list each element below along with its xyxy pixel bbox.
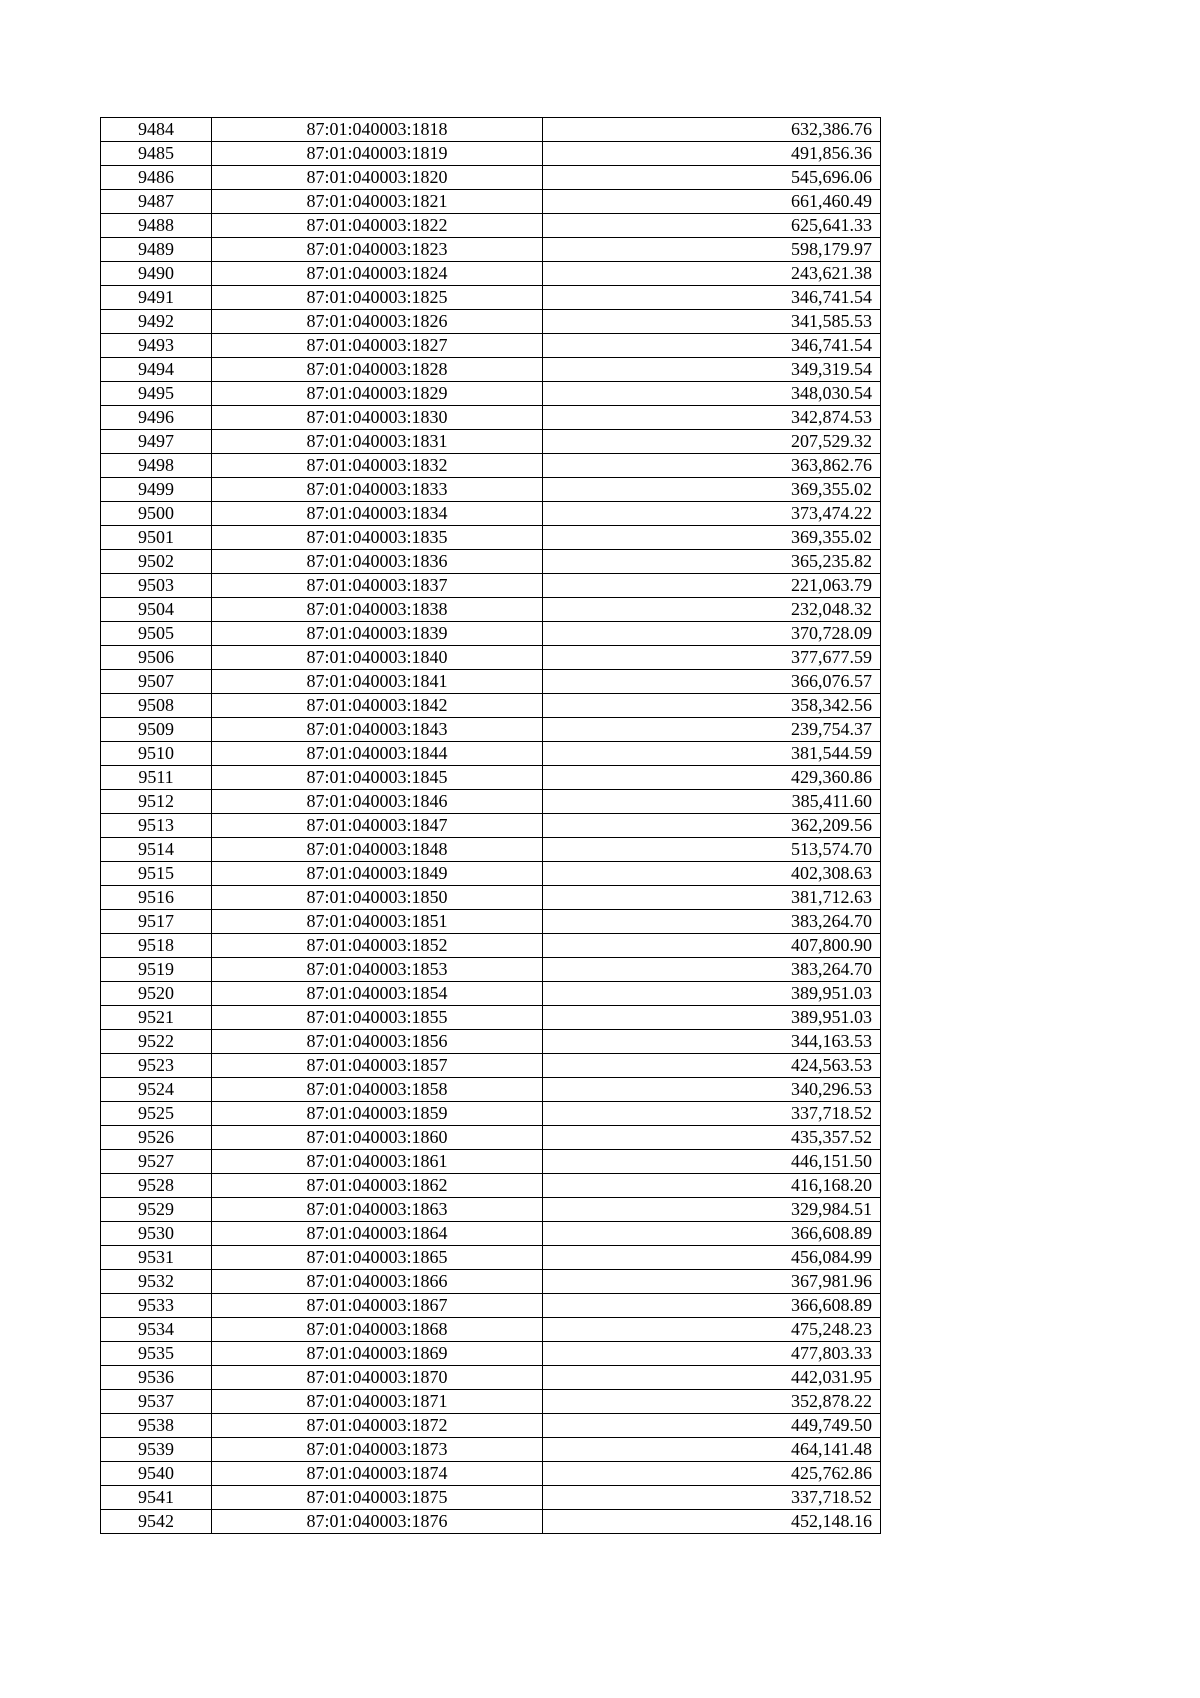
- cadastral-value-cell: 383,264.70: [543, 958, 881, 982]
- cadastral-value-cell: 352,878.22: [543, 1390, 881, 1414]
- cadastral-value-cell: 369,355.02: [543, 526, 881, 550]
- cadastral-number-cell: 87:01:040003:1831: [212, 430, 543, 454]
- row-number-cell: 9526: [101, 1126, 212, 1150]
- cadastral-number-cell: 87:01:040003:1830: [212, 406, 543, 430]
- cadastral-number-cell: 87:01:040003:1849: [212, 862, 543, 886]
- table-row: [101, 1030, 881, 1054]
- row-number-cell: 9504: [101, 598, 212, 622]
- cadastral-value-cell: 207,529.32: [543, 430, 881, 454]
- table-row: [101, 142, 881, 166]
- cadastral-value-cell: 239,754.37: [543, 718, 881, 742]
- table-row: [101, 982, 881, 1006]
- cadastral-number-cell: 87:01:040003:1869: [212, 1342, 543, 1366]
- row-number-cell: 9492: [101, 310, 212, 334]
- row-number-cell: 9485: [101, 142, 212, 166]
- row-number-cell: 9533: [101, 1294, 212, 1318]
- cadastral-number-cell: 87:01:040003:1819: [212, 142, 543, 166]
- cadastral-number-cell: 87:01:040003:1855: [212, 1006, 543, 1030]
- table-row: [101, 478, 881, 502]
- table-row: [101, 1486, 881, 1510]
- row-number-cell: 9507: [101, 670, 212, 694]
- cadastral-value-cell: 369,355.02: [543, 478, 881, 502]
- row-number-cell: 9496: [101, 406, 212, 430]
- cadastral-number-cell: 87:01:040003:1851: [212, 910, 543, 934]
- row-number-cell: 9503: [101, 574, 212, 598]
- cadastral-number-cell: 87:01:040003:1834: [212, 502, 543, 526]
- cadastral-number-cell: 87:01:040003:1848: [212, 838, 543, 862]
- table-row: [101, 766, 881, 790]
- cadastral-value-cell: 424,563.53: [543, 1054, 881, 1078]
- cadastral-value-cell: 449,749.50: [543, 1414, 881, 1438]
- cadastral-value-cell: 337,718.52: [543, 1102, 881, 1126]
- cadastral-number-cell: 87:01:040003:1850: [212, 886, 543, 910]
- cadastral-value-cell: 416,168.20: [543, 1174, 881, 1198]
- cadastral-number-cell: 87:01:040003:1868: [212, 1318, 543, 1342]
- table-row: [101, 1078, 881, 1102]
- cadastral-number-cell: 87:01:040003:1835: [212, 526, 543, 550]
- table-body: [101, 118, 881, 1534]
- row-number-cell: 9520: [101, 982, 212, 1006]
- table-row: [101, 1102, 881, 1126]
- row-number-cell: 9540: [101, 1462, 212, 1486]
- cadastral-value-cell: 475,248.23: [543, 1318, 881, 1342]
- cadastral-number-cell: 87:01:040003:1860: [212, 1126, 543, 1150]
- cadastral-value-cell: 365,235.82: [543, 550, 881, 574]
- table-row: [101, 550, 881, 574]
- cadastral-number-cell: 87:01:040003:1866: [212, 1270, 543, 1294]
- cadastral-number-cell: 87:01:040003:1838: [212, 598, 543, 622]
- cadastral-number-cell: 87:01:040003:1865: [212, 1246, 543, 1270]
- table-row: [101, 406, 881, 430]
- cadastral-value-cell: 362,209.56: [543, 814, 881, 838]
- cadastral-value-cell: 545,696.06: [543, 166, 881, 190]
- row-number-cell: 9523: [101, 1054, 212, 1078]
- row-number-cell: 9528: [101, 1174, 212, 1198]
- row-number-cell: 9522: [101, 1030, 212, 1054]
- table-row: [101, 382, 881, 406]
- cadastral-value-cell: 625,641.33: [543, 214, 881, 238]
- cadastral-value-cell: 342,874.53: [543, 406, 881, 430]
- row-number-cell: 9493: [101, 334, 212, 358]
- cadastral-value-cell: 464,141.48: [543, 1438, 881, 1462]
- cadastral-number-cell: 87:01:040003:1826: [212, 310, 543, 334]
- cadastral-value-cell: 346,741.54: [543, 286, 881, 310]
- row-number-cell: 9502: [101, 550, 212, 574]
- row-number-cell: 9536: [101, 1366, 212, 1390]
- cadastral-number-cell: 87:01:040003:1846: [212, 790, 543, 814]
- table-row: [101, 190, 881, 214]
- cadastral-value-cell: 513,574.70: [543, 838, 881, 862]
- row-number-cell: 9521: [101, 1006, 212, 1030]
- table-row: [101, 334, 881, 358]
- table-row: [101, 790, 881, 814]
- row-number-cell: 9515: [101, 862, 212, 886]
- cadastral-number-cell: 87:01:040003:1854: [212, 982, 543, 1006]
- cadastral-number-cell: 87:01:040003:1863: [212, 1198, 543, 1222]
- table-row: [101, 310, 881, 334]
- cadastral-number-cell: 87:01:040003:1874: [212, 1462, 543, 1486]
- cadastral-value-table: [100, 117, 881, 1534]
- cadastral-value-cell: 373,474.22: [543, 502, 881, 526]
- table-row: [101, 454, 881, 478]
- row-number-cell: 9484: [101, 118, 212, 142]
- table-row: [101, 526, 881, 550]
- row-number-cell: 9486: [101, 166, 212, 190]
- cadastral-value-cell: 366,608.89: [543, 1294, 881, 1318]
- cadastral-number-cell: 87:01:040003:1861: [212, 1150, 543, 1174]
- cadastral-value-cell: 221,063.79: [543, 574, 881, 598]
- table-row: [101, 1150, 881, 1174]
- table-row: [101, 1174, 881, 1198]
- row-number-cell: 9494: [101, 358, 212, 382]
- table-row: [101, 622, 881, 646]
- row-number-cell: 9508: [101, 694, 212, 718]
- cadastral-value-cell: 491,856.36: [543, 142, 881, 166]
- table-row: [101, 1390, 881, 1414]
- row-number-cell: 9499: [101, 478, 212, 502]
- cadastral-value-cell: 661,460.49: [543, 190, 881, 214]
- row-number-cell: 9514: [101, 838, 212, 862]
- cadastral-number-cell: 87:01:040003:1827: [212, 334, 543, 358]
- cadastral-number-cell: 87:01:040003:1862: [212, 1174, 543, 1198]
- cadastral-number-cell: 87:01:040003:1858: [212, 1078, 543, 1102]
- table-row: [101, 1246, 881, 1270]
- cadastral-value-cell: 435,357.52: [543, 1126, 881, 1150]
- cadastral-value-cell: 477,803.33: [543, 1342, 881, 1366]
- cadastral-value-cell: 348,030.54: [543, 382, 881, 406]
- table-row: [101, 1006, 881, 1030]
- cadastral-number-cell: 87:01:040003:1836: [212, 550, 543, 574]
- cadastral-value-cell: 367,981.96: [543, 1270, 881, 1294]
- table-row: [101, 646, 881, 670]
- row-number-cell: 9531: [101, 1246, 212, 1270]
- row-number-cell: 9489: [101, 238, 212, 262]
- row-number-cell: 9539: [101, 1438, 212, 1462]
- cadastral-value-cell: 389,951.03: [543, 982, 881, 1006]
- cadastral-value-cell: 381,544.59: [543, 742, 881, 766]
- cadastral-value-cell: 446,151.50: [543, 1150, 881, 1174]
- cadastral-number-cell: 87:01:040003:1833: [212, 478, 543, 502]
- row-number-cell: 9488: [101, 214, 212, 238]
- table-row: [101, 502, 881, 526]
- table-row: [101, 214, 881, 238]
- cadastral-value-cell: 452,148.16: [543, 1510, 881, 1534]
- cadastral-number-cell: 87:01:040003:1828: [212, 358, 543, 382]
- cadastral-value-cell: 366,076.57: [543, 670, 881, 694]
- cadastral-value-cell: 349,319.54: [543, 358, 881, 382]
- table-row: [101, 286, 881, 310]
- row-number-cell: 9490: [101, 262, 212, 286]
- table-row: [101, 1222, 881, 1246]
- cadastral-number-cell: 87:01:040003:1852: [212, 934, 543, 958]
- cadastral-number-cell: 87:01:040003:1859: [212, 1102, 543, 1126]
- cadastral-number-cell: 87:01:040003:1867: [212, 1294, 543, 1318]
- cadastral-value-cell: 344,163.53: [543, 1030, 881, 1054]
- table-row: [101, 1438, 881, 1462]
- cadastral-value-cell: 598,179.97: [543, 238, 881, 262]
- cadastral-value-cell: 366,608.89: [543, 1222, 881, 1246]
- table-row: [101, 1414, 881, 1438]
- cadastral-value-cell: 370,728.09: [543, 622, 881, 646]
- table-row: [101, 742, 881, 766]
- table-row: [101, 358, 881, 382]
- table-row: [101, 430, 881, 454]
- cadastral-number-cell: 87:01:040003:1841: [212, 670, 543, 694]
- row-number-cell: 9519: [101, 958, 212, 982]
- table-row: [101, 862, 881, 886]
- row-number-cell: 9498: [101, 454, 212, 478]
- cadastral-value-cell: 377,677.59: [543, 646, 881, 670]
- cadastral-number-cell: 87:01:040003:1832: [212, 454, 543, 478]
- table-row: [101, 1342, 881, 1366]
- cadastral-number-cell: 87:01:040003:1873: [212, 1438, 543, 1462]
- cadastral-value-cell: 632,386.76: [543, 118, 881, 142]
- row-number-cell: 9530: [101, 1222, 212, 1246]
- table-row: [101, 1510, 881, 1534]
- row-number-cell: 9542: [101, 1510, 212, 1534]
- row-number-cell: 9532: [101, 1270, 212, 1294]
- table-row: [101, 910, 881, 934]
- cadastral-value-cell: 232,048.32: [543, 598, 881, 622]
- cadastral-number-cell: 87:01:040003:1824: [212, 262, 543, 286]
- table-row: [101, 958, 881, 982]
- table-row: [101, 1318, 881, 1342]
- cadastral-number-cell: 87:01:040003:1872: [212, 1414, 543, 1438]
- cadastral-number-cell: 87:01:040003:1857: [212, 1054, 543, 1078]
- cadastral-number-cell: 87:01:040003:1825: [212, 286, 543, 310]
- row-number-cell: 9516: [101, 886, 212, 910]
- cadastral-value-cell: 341,585.53: [543, 310, 881, 334]
- table-row: [101, 814, 881, 838]
- table-row: [101, 1294, 881, 1318]
- row-number-cell: 9529: [101, 1198, 212, 1222]
- cadastral-value-cell: 337,718.52: [543, 1486, 881, 1510]
- cadastral-number-cell: 87:01:040003:1845: [212, 766, 543, 790]
- table-row: [101, 934, 881, 958]
- table-row: [101, 166, 881, 190]
- row-number-cell: 9495: [101, 382, 212, 406]
- cadastral-number-cell: 87:01:040003:1853: [212, 958, 543, 982]
- row-number-cell: 9534: [101, 1318, 212, 1342]
- table-row: [101, 1270, 881, 1294]
- cadastral-number-cell: 87:01:040003:1829: [212, 382, 543, 406]
- cadastral-number-cell: 87:01:040003:1844: [212, 742, 543, 766]
- cadastral-value-cell: 425,762.86: [543, 1462, 881, 1486]
- table-row: [101, 1126, 881, 1150]
- cadastral-number-cell: 87:01:040003:1839: [212, 622, 543, 646]
- row-number-cell: 9518: [101, 934, 212, 958]
- cadastral-value-cell: 442,031.95: [543, 1366, 881, 1390]
- cadastral-value-cell: 243,621.38: [543, 262, 881, 286]
- cadastral-number-cell: 87:01:040003:1875: [212, 1486, 543, 1510]
- cadastral-number-cell: 87:01:040003:1823: [212, 238, 543, 262]
- table-row: [101, 886, 881, 910]
- table-row: [101, 238, 881, 262]
- row-number-cell: 9535: [101, 1342, 212, 1366]
- row-number-cell: 9510: [101, 742, 212, 766]
- row-number-cell: 9527: [101, 1150, 212, 1174]
- cadastral-number-cell: 87:01:040003:1870: [212, 1366, 543, 1390]
- row-number-cell: 9509: [101, 718, 212, 742]
- row-number-cell: 9500: [101, 502, 212, 526]
- table-row: [101, 1462, 881, 1486]
- cadastral-number-cell: 87:01:040003:1837: [212, 574, 543, 598]
- cadastral-number-cell: 87:01:040003:1820: [212, 166, 543, 190]
- row-number-cell: 9511: [101, 766, 212, 790]
- table-row: [101, 118, 881, 142]
- cadastral-value-cell: 389,951.03: [543, 1006, 881, 1030]
- row-number-cell: 9541: [101, 1486, 212, 1510]
- table-row: [101, 598, 881, 622]
- cadastral-number-cell: 87:01:040003:1840: [212, 646, 543, 670]
- cadastral-value-cell: 383,264.70: [543, 910, 881, 934]
- cadastral-value-cell: 340,296.53: [543, 1078, 881, 1102]
- row-number-cell: 9538: [101, 1414, 212, 1438]
- row-number-cell: 9524: [101, 1078, 212, 1102]
- table-row: [101, 718, 881, 742]
- cadastral-number-cell: 87:01:040003:1818: [212, 118, 543, 142]
- cadastral-value-cell: 402,308.63: [543, 862, 881, 886]
- cadastral-value-cell: 381,712.63: [543, 886, 881, 910]
- table-row: [101, 262, 881, 286]
- table-row: [101, 574, 881, 598]
- cadastral-value-cell: 385,411.60: [543, 790, 881, 814]
- cadastral-number-cell: 87:01:040003:1876: [212, 1510, 543, 1534]
- row-number-cell: 9505: [101, 622, 212, 646]
- cadastral-value-cell: 329,984.51: [543, 1198, 881, 1222]
- row-number-cell: 9537: [101, 1390, 212, 1414]
- row-number-cell: 9506: [101, 646, 212, 670]
- row-number-cell: 9525: [101, 1102, 212, 1126]
- cadastral-number-cell: 87:01:040003:1871: [212, 1390, 543, 1414]
- row-number-cell: 9512: [101, 790, 212, 814]
- table-row: [101, 838, 881, 862]
- cadastral-number-cell: 87:01:040003:1821: [212, 190, 543, 214]
- table-row: [101, 670, 881, 694]
- row-number-cell: 9487: [101, 190, 212, 214]
- cadastral-value-cell: 363,862.76: [543, 454, 881, 478]
- cadastral-value-cell: 429,360.86: [543, 766, 881, 790]
- row-number-cell: 9491: [101, 286, 212, 310]
- table-row: [101, 1198, 881, 1222]
- row-number-cell: 9517: [101, 910, 212, 934]
- cadastral-number-cell: 87:01:040003:1864: [212, 1222, 543, 1246]
- cadastral-value-cell: 407,800.90: [543, 934, 881, 958]
- table-row: [101, 1366, 881, 1390]
- cadastral-number-cell: 87:01:040003:1843: [212, 718, 543, 742]
- row-number-cell: 9513: [101, 814, 212, 838]
- cadastral-value-cell: 358,342.56: [543, 694, 881, 718]
- row-number-cell: 9501: [101, 526, 212, 550]
- cadastral-number-cell: 87:01:040003:1822: [212, 214, 543, 238]
- table-row: [101, 694, 881, 718]
- cadastral-value-cell: 456,084.99: [543, 1246, 881, 1270]
- row-number-cell: 9497: [101, 430, 212, 454]
- cadastral-number-cell: 87:01:040003:1856: [212, 1030, 543, 1054]
- table-row: [101, 1054, 881, 1078]
- cadastral-number-cell: 87:01:040003:1847: [212, 814, 543, 838]
- cadastral-value-cell: 346,741.54: [543, 334, 881, 358]
- cadastral-number-cell: 87:01:040003:1842: [212, 694, 543, 718]
